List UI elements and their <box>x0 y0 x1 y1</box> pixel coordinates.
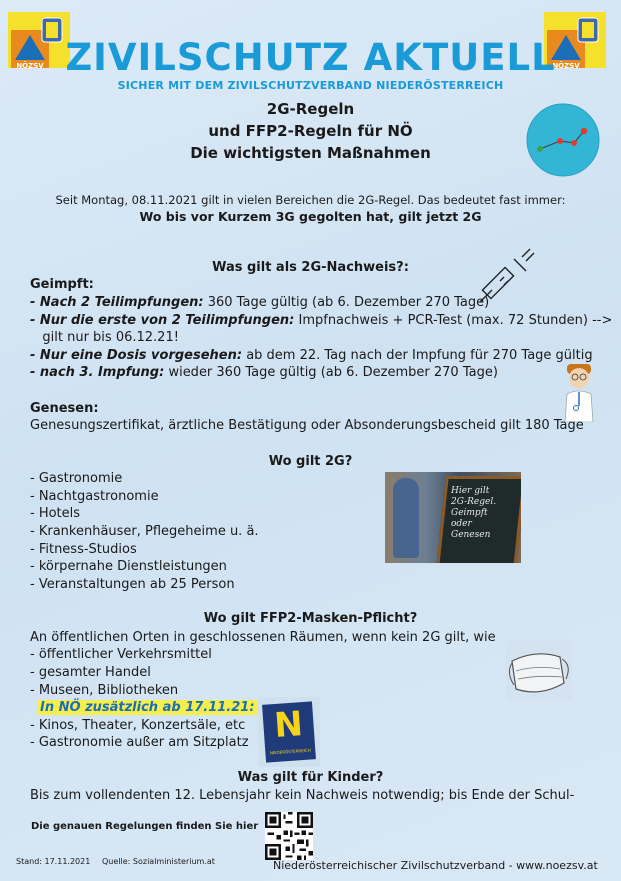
ffp2-item: - Gastronomie außer am Sitzplatz <box>30 735 249 750</box>
kinder-text: Bis zum vollendenten 12. Lebensjahr kein Nachweis notwendig; bis Ende der Schul- <box>30 788 575 803</box>
wo2g-item: - Veranstaltungen ab 25 Person <box>30 577 235 592</box>
genesen-text: Genesungszertifikat, ärztliche Bestätigung oder Absonderungsbescheid gilt 180 Tage <box>30 418 584 433</box>
board-line: 2G-Regel. <box>451 497 497 507</box>
ffp2-highlight: In NÖ zusätzlich ab 17.11.21: <box>37 700 258 715</box>
nachweis-heading: Was gilt als 2G-Nachweis?: <box>212 260 409 275</box>
noe-logo-text: NIEDERÖSTERREICH <box>269 747 311 756</box>
nachweis-item: - Nur die erste von 2 Teilimpfungen: Impfnachweis + PCR-Test (max. 72 Stunden) --> <box>30 313 613 328</box>
nachweis-item: - nach 3. Impfung: wieder 360 Tage gültig (ab 6. Dezember 270 Tage) <box>30 365 498 380</box>
headline-line2: und FFP2-Regeln für NÖ <box>208 122 413 140</box>
ffp2-item: - Kinos, Theater, Konzertsäle, etc <box>30 718 246 733</box>
svg-text:NÖZSV: NÖZSV <box>16 62 44 70</box>
ffp2-item: - öffentlicher Verkehrsmittel <box>30 647 212 662</box>
rules-link[interactable]: Die genauen Regelungen finden Sie hier <box>31 821 259 832</box>
page-subtitle: SICHER MIT DEM ZIVILSCHUTZVERBAND NIEDERÖSTERREICH <box>117 79 504 92</box>
chalkboard-photo <box>385 472 521 563</box>
nachweis-item: - Nur eine Dosis vorgesehen: ab dem 22. Tag nach der Impfung für 270 Tage gültig <box>30 348 593 363</box>
kinder-heading: Was gilt für Kinder? <box>237 770 384 785</box>
board-line: Geimpft <box>451 508 488 518</box>
wo2g-heading: Wo gilt 2G? <box>268 454 353 469</box>
headline-line3: Die wichtigsten Maßnahmen <box>190 144 431 162</box>
network-icon <box>526 103 600 181</box>
org-footer[interactable]: Niederösterreichischer Zivilschutzverband - www.noezsv.at <box>273 859 598 872</box>
noe-logo <box>258 697 320 767</box>
intro-line1: Seit Montag, 08.11.2021 gilt in vielen Bereichen die 2G-Regel. Das bedeutet fast immer: <box>55 193 566 207</box>
page-title: ZIVILSCHUTZ AKTUELL <box>65 36 556 79</box>
board-line: oder <box>451 519 472 529</box>
mask-icon <box>506 639 572 705</box>
wo2g-item: - Fitness-Studios <box>30 542 137 557</box>
svg-text:NÖZSV: NÖZSV <box>552 62 580 70</box>
nachweis-item: gilt nur bis 06.12.21! <box>30 330 179 345</box>
ffp2-item: - Museen, Bibliotheken <box>30 683 179 698</box>
wo2g-item: - Hotels <box>30 506 81 521</box>
ffp2-item: - gesamter Handel <box>30 665 151 680</box>
intro-line2: Wo bis vor Kurzem 3G gegolten hat, gilt jetzt 2G <box>139 209 482 224</box>
wo2g-item: - Krankenhäuser, Pflegeheime u. ä. <box>30 524 259 539</box>
wo2g-item: - körpernahe Dienstleistungen <box>30 559 227 574</box>
ffp2-heading: Wo gilt FFP2-Masken-Pflicht? <box>203 611 418 626</box>
qr-code[interactable] <box>265 812 313 864</box>
headline-line1: 2G-Regeln <box>266 100 355 118</box>
ffp2-intro: An öffentlichen Orten in geschlossenen Räumen, wenn kein 2G gilt, wie <box>30 630 496 645</box>
board-line: Hier gilt <box>451 486 490 496</box>
nachweis-item: - Nach 2 Teilimpfungen: 360 Tage gültig (ab 6. Dezember 270 Tage) <box>30 295 490 310</box>
geimpft-label: Geimpft: <box>30 277 94 292</box>
noe-logo-letter: N <box>272 704 305 746</box>
wo2g-item: - Nachtgastronomie <box>30 489 159 504</box>
source: Quelle: Sozialministerium.at <box>102 857 215 866</box>
ffp2-highlight-row <box>37 699 258 717</box>
wo2g-item: - Gastronomie <box>30 471 123 486</box>
stand-date: Stand: 17.11.2021 <box>16 857 91 866</box>
genesen-label: Genesen: <box>30 401 99 416</box>
board-line: Genesen <box>451 530 491 540</box>
